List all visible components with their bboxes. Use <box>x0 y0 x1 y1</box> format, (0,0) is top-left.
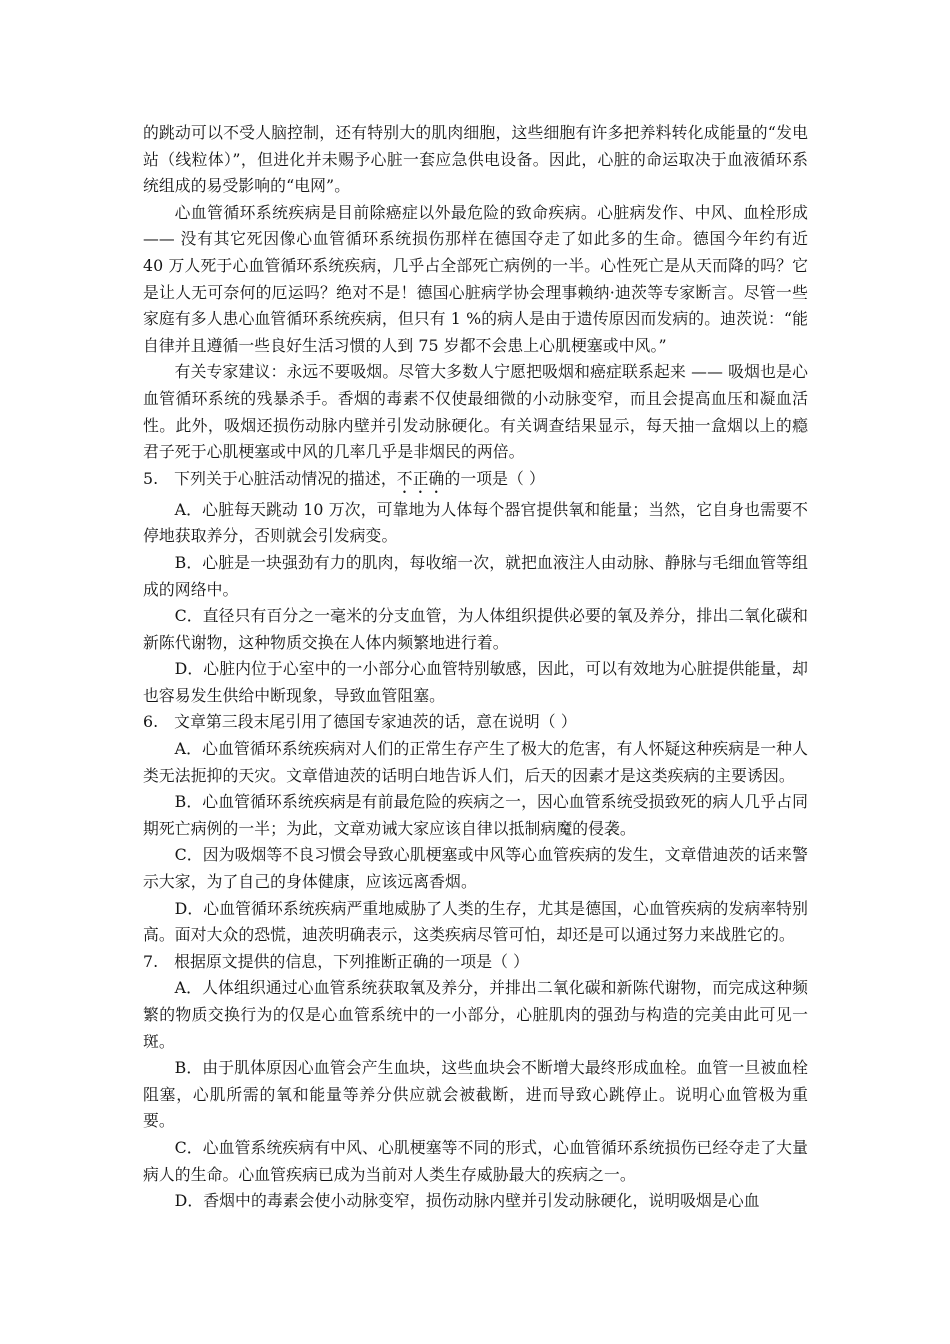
question-7-stem: 7. 根据原文提供的信息，下列推断正确的一项是（ ） <box>143 951 530 971</box>
question-6-option-a: A．心血管循环系统疾病对人们的正常生存产生了极大的危害，有人怀疑这种疾病是一种人类无法扼抑的天灾。文章借迪茨的话明白地告诉人们，后天的因素才是这类疾病的主要诱因。 <box>143 739 808 785</box>
question-7-option-b: B．由于肌体原因心血管会产生血块，这些血块会不断增大最终形成血栓。血管一旦被血栓阻塞，心肌所需的氧和能量等养分供应就会被截断，进而导致心跳停止。说明心血管极为重要。 <box>143 1058 808 1131</box>
question-6-option-d: D．心血管循环系统疾病严重地威胁了人类的生存，尤其是德国，心血管疾病的发病率特别高。面对大众的恐慌，迪茨明确表示，这类疾病尽管可怕，却还是可以通过努力来战胜它的。 <box>143 898 808 945</box>
question-6-option-c: C．因为吸烟等不良习惯会导致心肌梗塞或中风等心血管疾病的发生，文章借迪茨的话来警示大家，为了自己的身体健康，应该远离香烟。 <box>143 845 808 892</box>
passage-paragraph-3: 有关专家建议：永远不要吸烟。尽管大多数人宁愿把吸烟和癌症联系起来 —— 吸烟也是心血管循环系统的残暴杀手。香烟的毒素不仅使最细微的小动脉变窄，而且会提高血压和凝血活性。此外，吸烟还损伤动脉内壁并引发动脉硬化。有关调查结果显示，每天抽一盒烟以上的瘾君子死于心肌梗塞或中风的几率几乎是非烟民的两倍。 <box>143 362 808 462</box>
question-7-option-a: A．人体组织通过心血管系统获取氧及养分，并排出二氧化碳和新陈代谢物，而完成这种频繁的物质交换行为的仅是心血管系统中的一小部分，心脏肌肉的强劲与构造的完美由此可见一斑。 <box>143 978 808 1051</box>
passage-paragraph-continued: 的跳动可以不受人脑控制，还有特别大的肌肉细胞，这些细胞有许多把养料转化成能量的“发电站（线粒体）”，但进化并未赐予心脏一套应急供电设备。因此，心脏的命运取决于血液循环系统组成的易受影响的“电网”。 <box>143 123 808 196</box>
question-7-option-d: D．香烟中的毒素会使小动脉变窄，损伤动脉内壁并引发动脉硬化，说明吸烟是心血 <box>174 1191 760 1211</box>
question-7-option-c: C．心血管系统疾病有中风、心肌梗塞等不同的形式，心血管循环系统损伤已经夺走了大量病人的生命。心血管疾病已成为当前对人类生存威胁最大的疾病之一。 <box>143 1137 808 1184</box>
document-page <box>143 120 808 1215</box>
question-5-option-a: A．心脏每天跳动 10 万次，可靠地为人体每个器官提供氧和能量；当然，它自身也需要不停地获取养分，否则就会引发病变。 <box>143 499 808 546</box>
passage-paragraph-2: 心血管循环系统疾病是目前除癌症以外最危险的致命疾病。心脏病发作、中风、血栓形成 —— 没有其它死因像心血管循环系统损伤那样在德国夺走了如此多的生命。德国今年约有近 40 万人死于心血管循环系统疾病，几乎占全部死亡病例的一半。心性死亡是从天而降的吗？它是让人无可奈何的厄运吗？绝对不是！德国心脏病学协会理事赖纳·迪茨等专家断言。尽管一些家庭有多人患心血管循环系统疾病，但只有 1 %的病人是由于遗传原因而发病的。迪茨说：“能自律并且遵循一些良好生活习惯的人到 75 岁都不会患上心肌梗塞或中风。” <box>143 202 808 355</box>
question-6-stem: 6. 文章第三段末尾引用了德国专家迪茨的话，意在说明（ ） <box>143 712 577 732</box>
question-5-emphasis: 不正确 <box>396 468 445 488</box>
question-5-option-c: C．直径只有百分之一毫米的分支血管，为人体组织提供必要的氧及养分，排出二氧化碳和新陈代谢物，这种物质交换在人体内频繁地进行着。 <box>143 606 808 652</box>
question-5-option-d: D．心脏内位于心室中的一小部分心血管特别敏感，因此，可以有效地为心脏提供能量，却也容易发生供给中断现象，导致血管阻塞。 <box>143 659 808 705</box>
question-5-option-b: B．心脏是一块强劲有力的肌肉，每收缩一次，就把血液注人由动脉、静脉与毛细血管等组成的网络中。 <box>143 552 808 599</box>
question-5-stem <box>143 466 808 497</box>
question-5-stem-before: 5. 下列关于心脏活动情况的描述， <box>143 468 397 488</box>
question-5-stem-after: 的一项是（ ） <box>444 468 545 488</box>
question-6-option-b: B．心血管循环系统疾病是有前最危险的疾病之一，因心血管系统受损致死的病人几乎占同期死亡病例的一半；为此，文章劝诫大家应该自律以抵制病魔的侵袭。 <box>143 792 808 838</box>
